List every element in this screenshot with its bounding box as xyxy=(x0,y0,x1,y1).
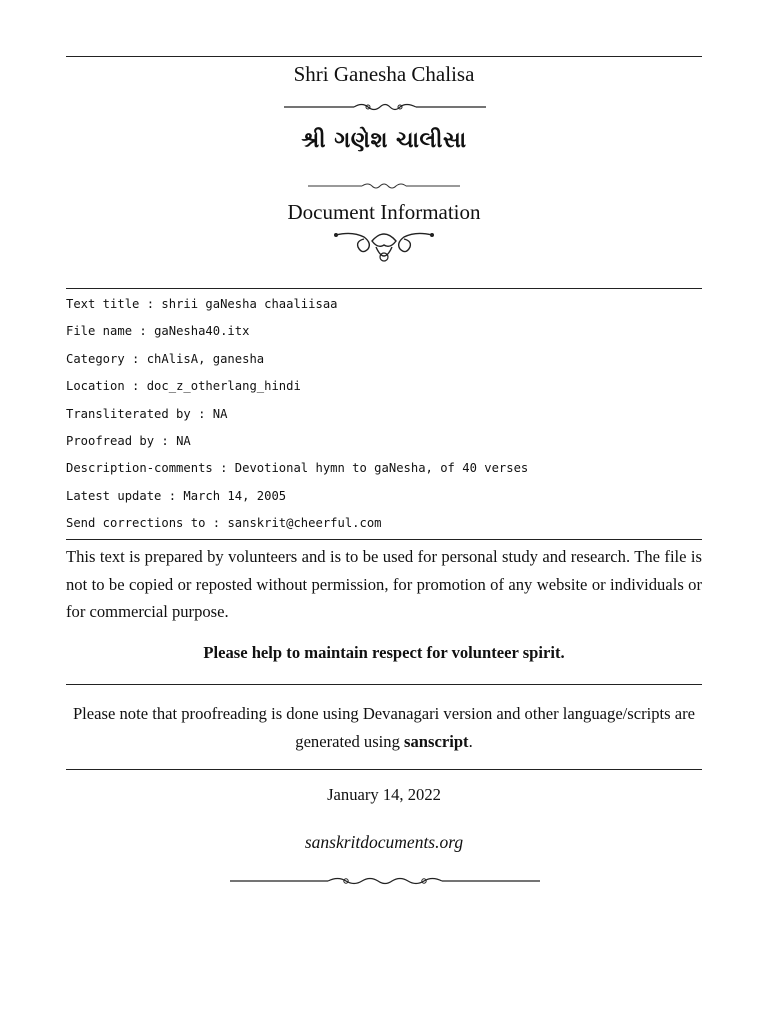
fleuron-ornament-icon xyxy=(332,227,436,267)
usage-paragraph: This text is prepared by volunteers and is to be used for personal study and research. The file is not to be copied or reposted without permission, for promotion of any website or individuals or for commercial purpose. xyxy=(66,547,702,621)
meta-send-corrections: Send corrections to : sanskrit@cheerful.com xyxy=(66,516,382,530)
top-rule xyxy=(66,56,702,57)
meta-text-title: Text title : shrii gaNesha chaaliisaa xyxy=(66,297,338,311)
proofreading-note: Please note that proofreading is done using Devanagari version and other language/scripts are generated using sanscript. xyxy=(72,704,696,751)
document-date: January 14, 2022 xyxy=(327,785,441,804)
meta-category: Category : chAlisA, ganesha xyxy=(66,352,265,366)
metadata-bottom-rule xyxy=(66,539,702,540)
title-gujarati: શ્રી ગણેશ ચાલીસા xyxy=(301,128,467,153)
meta-location: Location : doc_z_otherlang_hindi xyxy=(66,379,301,393)
ornament-divider-small-icon xyxy=(306,180,462,192)
respect-line: Please help to maintain respect for volunteer spirit. xyxy=(203,643,565,662)
meta-proofread-by: Proofread by : NA xyxy=(66,434,191,448)
footer-ornament-icon xyxy=(228,874,542,888)
meta-description: Description-comments : Devotional hymn to gaNesha, of 40 verses xyxy=(66,461,529,475)
note-bottom-rule xyxy=(66,769,702,770)
title-english: Shri Ganesha Chalisa xyxy=(293,62,475,86)
ornament-divider-icon xyxy=(282,100,488,114)
meta-latest-update: Latest update : March 14, 2005 xyxy=(66,489,287,503)
section-title: Document Information xyxy=(287,200,481,224)
site-name: sanskritdocuments.org xyxy=(304,832,464,852)
sanscript-term: sanscript xyxy=(404,732,469,751)
meta-file-name: File name : gaNesha40.itx xyxy=(66,324,250,338)
meta-transliterated-by: Transliterated by : NA xyxy=(66,407,228,421)
note-top-rule xyxy=(66,684,702,685)
metadata-top-rule xyxy=(66,288,702,289)
